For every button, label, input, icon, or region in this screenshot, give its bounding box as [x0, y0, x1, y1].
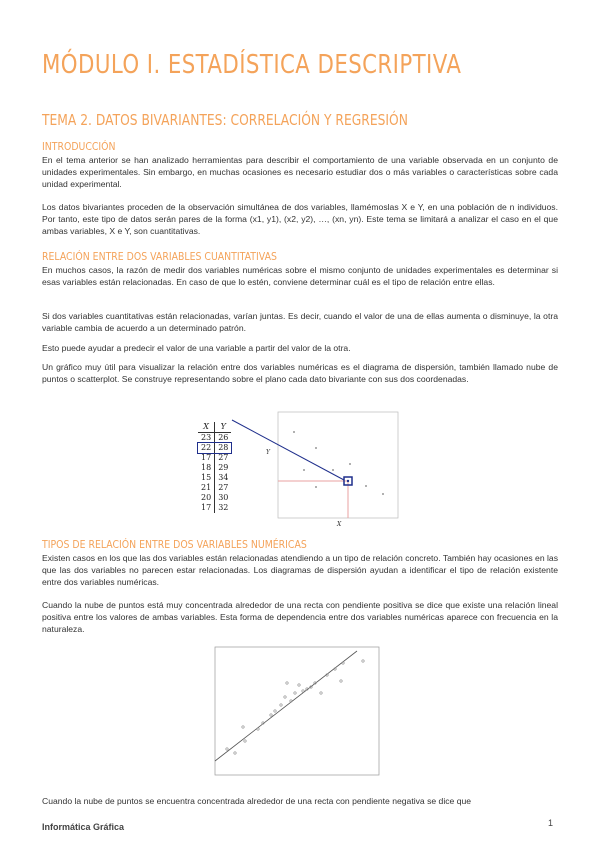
table-row: 17 32	[198, 503, 231, 513]
intro-paragraph-1: En el tema anterior se han analizado herramientas para describir el comportamiento de una variable observada en un conjunto de unidades experimentales. Sin embargo, en muchas ocasiones es necesario estudiar dos o más variables o características sobre cada unidad experimental.	[42, 155, 558, 189]
table-row: 21 27	[198, 483, 231, 493]
section-heading-relation: RELACIÓN ENTRE DOS VARIABLES CUANTITATIVAS	[42, 250, 277, 263]
module-title: MÓDULO I. ESTADÍSTICA DESCRIPTIVA	[42, 50, 462, 80]
scatter-plot-example	[196, 408, 406, 530]
relation-paragraph-2: Si dos variables cuantitativas están relacionadas, varían juntas. Es decir, cuando el valor de una de ellas aumenta o disminuye, la otra variable cambia de acuerdo a un determinado patrón.	[42, 311, 558, 333]
axis-label-x: X	[337, 521, 342, 528]
positive-correlation-scatter	[203, 645, 383, 783]
footer-brand: Informática Gráfica	[42, 822, 125, 832]
intro-paragraph-2: Los datos bivariantes proceden de la observación simultánea de dos variables, llamémoslas X e Y, en una población de n individuos. Por tanto, este tipo de datos serán pares de la forma (x1, y1), (x2, y2), …, (xn, yn). Este tema se limitará a analizar el caso en el que ambas variables, X e Y, son cuantitativas.	[42, 202, 558, 236]
relation-paragraph-3: Esto puede ayudar a predecir el valor de una variable a partir del valor de la otra.	[42, 343, 351, 353]
types-paragraph-1: Existen casos en los que las dos variables están relacionadas atendiendo a un tipo de relación concreto. También hay ocasiones en las que las dos variables no parecen estar relacionadas. Los diagramas de dispersión ayudan a identificar el tipo de relación existente entre dos variables numéricas.	[42, 553, 558, 587]
axis-label-y: Y	[266, 449, 270, 456]
table-header-y: Y	[215, 422, 232, 433]
section-heading-intro: INTRODUCCIÓN	[42, 140, 116, 153]
table-row: 17 27	[198, 453, 231, 463]
table-row: 18 29	[198, 463, 231, 473]
types-paragraph-2: Cuando la nube de puntos está muy concentrada alrededor de una recta con pendiente positiva se dice que existe una relación lineal positiva entre los valores de ambas variables. Esta forma de dependencia entre dos variables numéricas aparece con frecuencia en la naturaleza.	[42, 600, 558, 634]
types-paragraph-3: Cuando la nube de puntos se encuentra concentrada alrededor de una recta con pendiente negativa se dice que	[42, 796, 472, 806]
table-row: 20 30	[198, 493, 231, 503]
table-header-x: X	[198, 422, 215, 433]
table-row-highlighted: 22 28	[198, 443, 231, 453]
topic-title: TEMA 2. DATOS BIVARIANTES: CORRELACIÓN Y REGRESIÓN	[42, 111, 408, 129]
table-row: 15 34	[198, 473, 231, 483]
table-row: 23 26	[198, 433, 231, 444]
relation-paragraph-4: Un gráfico muy útil para visualizar la relación entre dos variables numéricas es el diagrama de dispersión, también llamado nube de puntos o scatterplot. Se construye representando sobre el plano cada dato bivariante con sus dos coordenadas.	[42, 362, 558, 384]
relation-paragraph-1: En muchos casos, la razón de medir dos variables numéricas sobre el mismo conjunto de unidades experimentales es determinar si esas variables están relacionadas. En caso de que lo estén, conviene determinar cuál es el tipo de relación entre ellas.	[42, 265, 558, 287]
section-heading-types: TIPOS DE RELACIÓN ENTRE DOS VARIABLES NUMÉRICAS	[42, 538, 307, 551]
page-number: 1	[548, 818, 554, 828]
